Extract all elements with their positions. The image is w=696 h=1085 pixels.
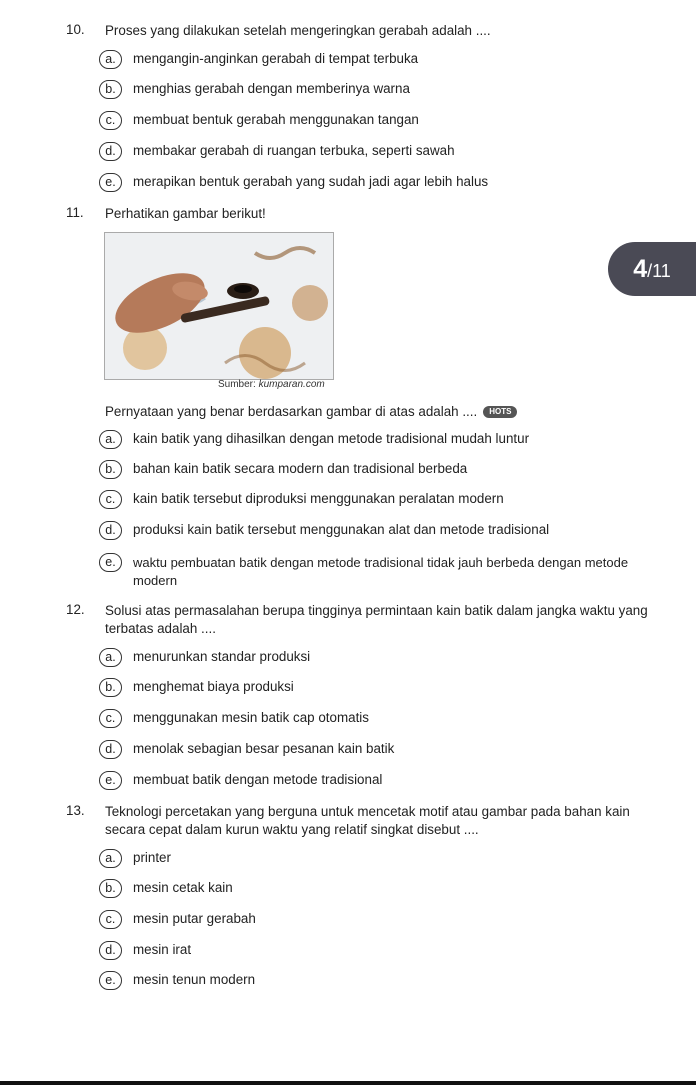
option-text: membuat bentuk gerabah menggunakan tangan (133, 112, 419, 127)
option-10c[interactable] (99, 111, 679, 133)
option-13e[interactable] (99, 971, 679, 993)
option-text: mengangin-anginkan gerabah di tempat terbuka (133, 51, 419, 66)
option-11a[interactable] (99, 430, 679, 452)
option-text: kain batik tersebut diproduksi menggunakan peralatan modern (133, 491, 504, 506)
option-letter[interactable]: a. (99, 430, 122, 449)
hots-badge: HOTS (483, 406, 517, 418)
option-letter[interactable]: c. (99, 709, 122, 728)
option-text: merapikan bentuk gerabah yang sudah jadi agar lebih halus (133, 174, 489, 189)
option-letter[interactable]: d. (99, 142, 122, 161)
option-13b[interactable] (99, 879, 679, 901)
page-indicator (608, 242, 696, 296)
page-total: /11 (647, 261, 671, 281)
option-text: waktu pembuatan batik dengan metode tradisional tidak jauh berbeda dengan metode modern (133, 555, 629, 588)
option-13a[interactable] (99, 849, 679, 871)
option-letter[interactable]: a. (99, 849, 122, 868)
option-12a[interactable] (99, 648, 679, 670)
option-10e[interactable] (99, 173, 679, 195)
option-letter[interactable]: a. (99, 648, 122, 667)
option-text: menurunkan standar produksi (133, 649, 311, 664)
question-text: Teknologi percetakan yang berguna untuk mencetak motif atau gambar pada bahan kain secara cepat dalam kurun waktu yang relatif singkat disebut .... (105, 804, 630, 837)
option-text: membuat batik dengan metode tradisional (133, 772, 383, 787)
option-12e[interactable] (99, 771, 679, 793)
option-text: bahan kain batik secara modern dan tradisional berbeda (133, 461, 468, 476)
option-text: kain batik yang dihasilkan dengan metode tradisional mudah luntur (133, 431, 530, 446)
image-caption: Sumber: kumparan.com (218, 379, 325, 390)
batik-photo-illustration (105, 233, 333, 379)
option-letter[interactable]: a. (99, 50, 122, 69)
option-text: produksi kain batik tersebut menggunakan alat dan metode tradisional (133, 522, 550, 537)
option-10a[interactable] (99, 50, 679, 72)
question-number: 10. (66, 22, 85, 37)
option-text: mesin irat (133, 942, 192, 957)
option-letter[interactable]: b. (99, 879, 122, 898)
bottom-edge-bar (0, 1081, 696, 1085)
option-letter[interactable]: b. (99, 80, 122, 99)
question-text: Proses yang dilakukan setelah mengeringkan gerabah adalah .... (105, 23, 491, 38)
option-text: mesin tenun modern (133, 972, 256, 987)
option-letter[interactable]: e. (99, 553, 122, 572)
caption-source: kumparan.com (258, 379, 325, 390)
question-number: 13. (66, 803, 85, 818)
option-text: mesin cetak kain (133, 880, 233, 895)
option-11c[interactable] (99, 490, 679, 512)
page-current: 4 (633, 255, 648, 283)
option-letter[interactable]: c. (99, 111, 122, 130)
option-text: menghemat biaya produksi (133, 679, 294, 694)
question-text: Solusi atas permasalahan berupa tingginya permintaan kain batik dalam jangka waktu yang terbatas adalah .... (105, 603, 648, 636)
option-text: mesin putar gerabah (133, 911, 256, 926)
option-letter[interactable]: e. (99, 771, 122, 790)
option-text: menolak sebagian besar pesanan kain batik (133, 741, 395, 756)
batik-canting-photo (104, 232, 334, 380)
option-text: printer (133, 850, 171, 865)
option-13d[interactable] (99, 941, 679, 963)
option-letter[interactable]: d. (99, 941, 122, 960)
option-11e[interactable] (99, 553, 679, 593)
option-12d[interactable] (99, 740, 679, 762)
option-letter[interactable]: b. (99, 678, 122, 697)
option-letter[interactable]: d. (99, 740, 122, 759)
option-11b[interactable] (99, 460, 679, 482)
option-10d[interactable] (99, 142, 679, 164)
option-letter[interactable]: b. (99, 460, 122, 479)
option-10b[interactable] (99, 80, 679, 102)
option-12b[interactable] (99, 678, 679, 700)
option-text: menggunakan mesin batik cap otomatis (133, 710, 369, 725)
option-letter[interactable]: e. (99, 173, 122, 192)
option-letter[interactable]: d. (99, 521, 122, 540)
question-number: 11. (66, 205, 84, 220)
option-12c[interactable] (99, 709, 679, 731)
option-letter[interactable]: c. (99, 910, 122, 929)
option-11d[interactable] (99, 521, 679, 543)
option-letter[interactable]: c. (99, 490, 122, 509)
prompt-text: Pernyataan yang benar berdasarkan gambar di atas adalah .... (105, 404, 478, 419)
option-13c[interactable] (99, 910, 679, 932)
question-text: Perhatikan gambar berikut! (105, 206, 266, 221)
option-text: membakar gerabah di ruangan terbuka, seperti sawah (133, 143, 455, 158)
option-text: menghias gerabah dengan memberinya warna (133, 81, 410, 96)
option-letter[interactable]: e. (99, 971, 122, 990)
question-number: 12. (66, 602, 85, 617)
